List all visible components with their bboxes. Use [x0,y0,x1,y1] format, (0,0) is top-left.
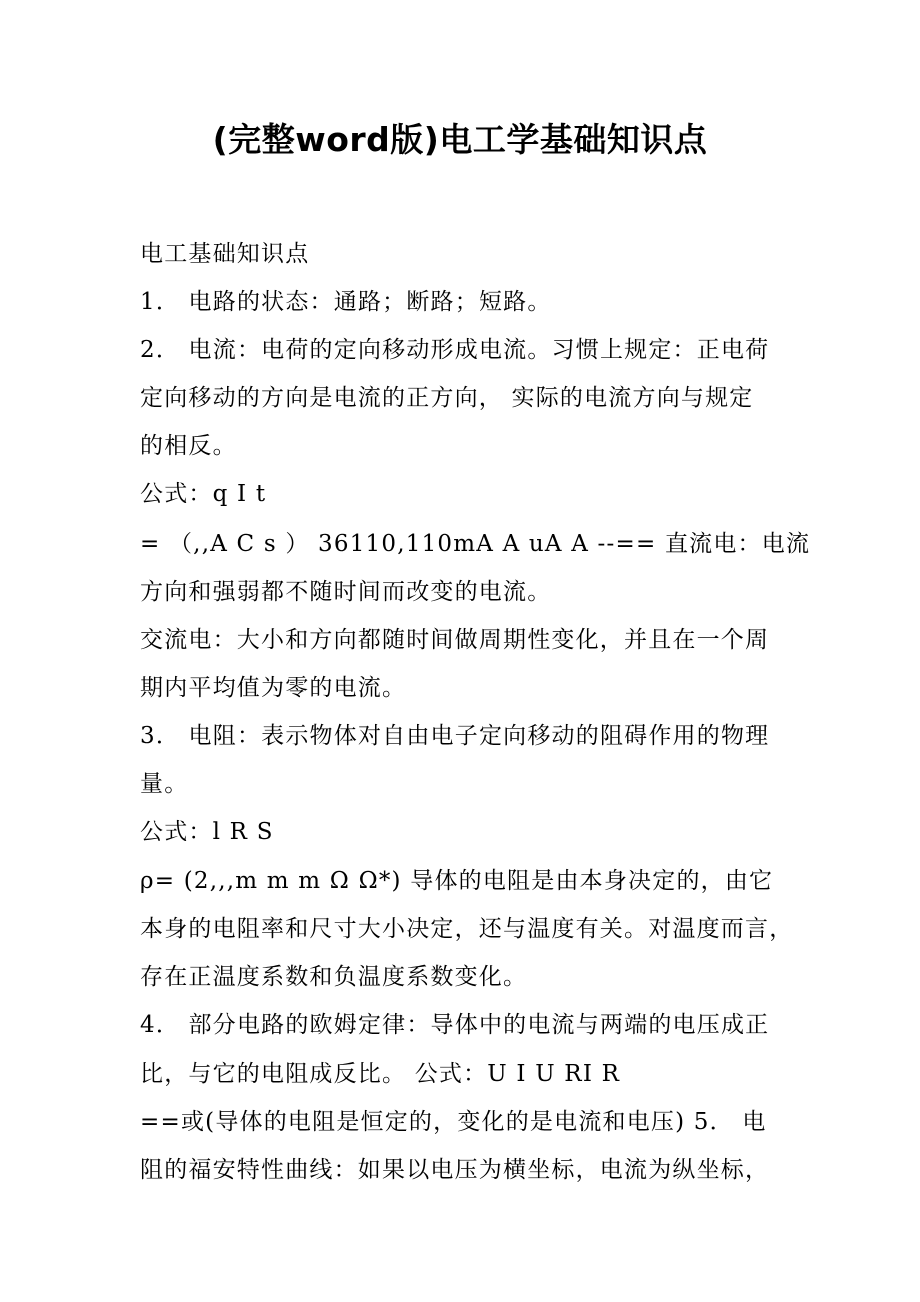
text-line: 比，与它的电阻成反比。 公式：U I U RI R [140,1061,621,1087]
text-line: 量。 [140,771,189,797]
text-line: 的相反。 [140,433,237,459]
formula-line: ρ= (2,,,m m m Ω Ω*) 导体的电阻是由本身决定的，由它 [140,868,774,894]
formula-line: 公式：l R S [140,819,274,845]
text-line: 阻的福安特性曲线：如果以电压为横坐标，电流为纵坐标， [140,1157,770,1183]
document-title: (完整word版)电工学基础知识点 [212,120,708,159]
text-line: 3． 电阻：表示物体对自由电子定向移动的阻碍作用的物理 [140,723,770,749]
formula-line: = （,,A C s ） 36110,110mA A uA A --== 直流电：电流 [140,531,811,557]
text-line: 本身的电阻率和尺寸大小决定，还与温度有关。对温度而言， [140,916,794,942]
text-line: 交流电：大小和方向都随时间做周期性变化，并且在一个周 [140,627,770,653]
text-line: 4． 部分电路的欧姆定律：导体中的电流与两端的电压成正 [140,1012,770,1038]
section-heading: 电工基础知识点 [140,241,310,267]
text-line: 存在正温度系数和负温度系数变化。 [140,964,528,990]
formula-line: 公式：q I t [140,481,267,507]
text-line: ==或(导体的电阻是恒定的，变化的是电流和电压) 5． 电 [140,1109,767,1135]
text-line: 方向和强弱都不随时间而改变的电流。 [140,579,552,605]
text-line: 期内平均值为零的电流。 [140,675,407,701]
text-line: 1． 电路的状态：通路；断路；短路。 [140,289,552,315]
text-line: 定向移动的方向是电流的正方向， 实际的电流方向与规定 [140,385,754,411]
text-line: 2． 电流：电荷的定向移动形成电流。习惯上规定：正电荷 [140,337,770,363]
